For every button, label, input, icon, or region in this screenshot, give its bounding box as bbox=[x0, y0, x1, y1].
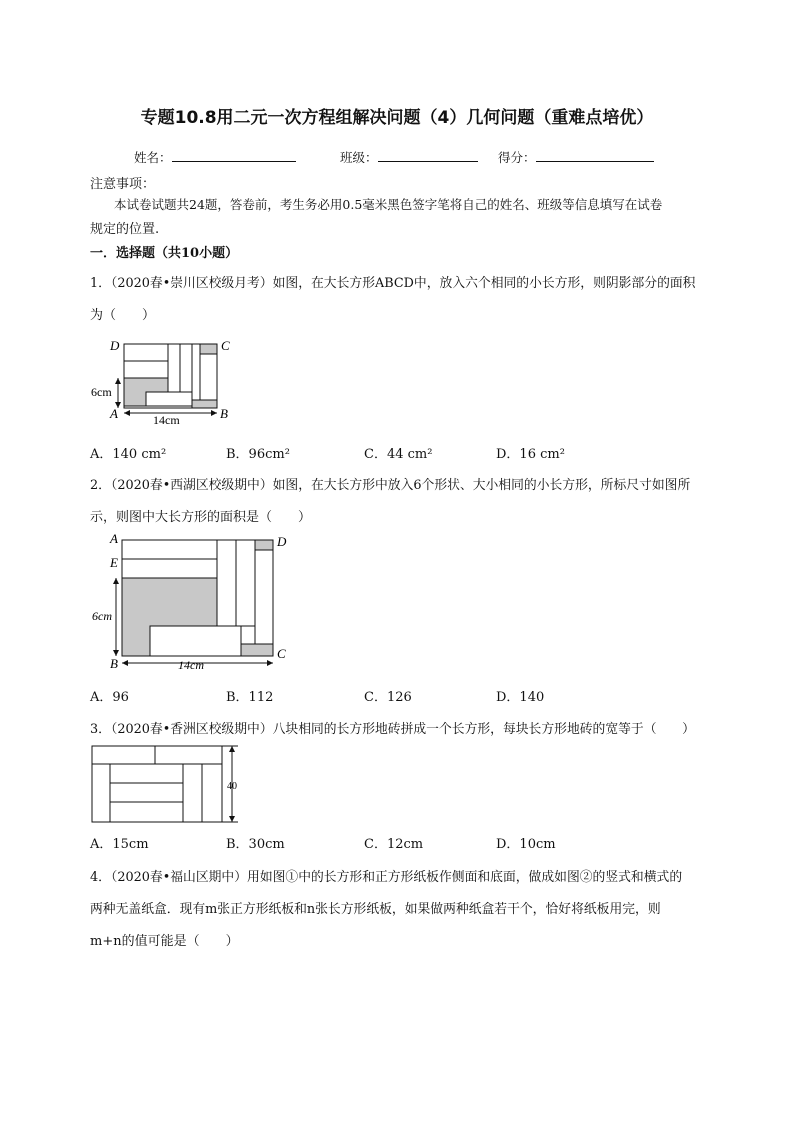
page-title: 专题10.8用二元一次方程组解决问题（4）几何问题（重难点培优） bbox=[140, 108, 654, 128]
q2-shaded-left bbox=[122, 578, 217, 656]
q4-stem-line1: 4．（2020春•福山区期中）用如图①中的长方形和正方形纸板作侧面和底面，做成如图②的竖式和横式的 bbox=[90, 870, 683, 885]
q3-option-a[interactable]: A．15cm bbox=[90, 837, 149, 852]
q1-label-D: D bbox=[110, 338, 120, 353]
q3-stem-line1: 3．（2020春•香洲区校级期中）八块相同的长方形地砖拼成一个长方形，每块长方形地砖的宽等于（ ） bbox=[90, 722, 695, 737]
section-heading: 一．选择题（共10小题） bbox=[90, 246, 239, 261]
q2-height-label: 6cm bbox=[92, 609, 112, 623]
notes-line2: 规定的位置. bbox=[90, 222, 160, 237]
notes-heading: 注意事项： bbox=[90, 177, 156, 192]
score-blank[interactable] bbox=[536, 149, 654, 162]
q2-label-A: A bbox=[110, 531, 118, 546]
notes-line1: 本试卷试题共24题，答卷前，考生务必用0.5毫米黑色签字笔将自己的姓名、班级等信息填写在试卷 bbox=[114, 197, 663, 212]
q2-option-d[interactable]: D．140 bbox=[496, 690, 545, 705]
name-blank[interactable] bbox=[172, 149, 296, 162]
q2-width-label: 14cm bbox=[178, 658, 204, 672]
q2-label-C: C bbox=[277, 646, 286, 661]
q1-figure bbox=[90, 336, 250, 428]
class-label: 班级： bbox=[340, 150, 378, 165]
q1-stem-line2: 为（ ） bbox=[90, 308, 156, 323]
q1-option-c[interactable]: C．44 cm² bbox=[364, 447, 433, 462]
q2-option-b[interactable]: B．112 bbox=[226, 690, 274, 705]
name-label: 姓名： bbox=[134, 150, 172, 165]
q3-figure bbox=[88, 742, 258, 828]
q1-option-a[interactable]: A．140 cm² bbox=[90, 447, 167, 462]
q3-option-c[interactable]: C．12cm bbox=[364, 837, 424, 852]
score-label: 得分： bbox=[498, 150, 536, 165]
q4-stem-line2: 两种无盖纸盒．现有m张正方形纸板和n张长方形纸板，如果做两种纸盒若干个，恰好将纸板用完，则 bbox=[90, 902, 661, 917]
q4-stem-line3: m+n的值可能是（ ） bbox=[90, 934, 239, 949]
q2-shaded-topright bbox=[255, 540, 273, 550]
score-field bbox=[498, 148, 654, 166]
q2-figure bbox=[88, 530, 298, 672]
q1-shaded-bottomright bbox=[192, 400, 217, 408]
q2-label-B: B bbox=[110, 656, 118, 671]
q2-option-c[interactable]: C．126 bbox=[364, 690, 412, 705]
q3-height-label: 40 bbox=[227, 781, 237, 792]
q3-option-b[interactable]: B．30cm bbox=[226, 837, 285, 852]
class-blank[interactable] bbox=[378, 149, 478, 162]
q1-option-d[interactable]: D．16 cm² bbox=[496, 447, 565, 462]
q1-option-b[interactable]: B．96cm² bbox=[226, 447, 290, 462]
q1-width-label: 14cm bbox=[153, 413, 180, 427]
q1-label-C: C bbox=[221, 338, 230, 353]
q1-shaded-topright bbox=[200, 344, 217, 354]
name-field bbox=[134, 148, 296, 166]
q1-height-label: 6cm bbox=[91, 385, 112, 399]
q1-label-A: A bbox=[110, 406, 118, 421]
q1-stem-line1: 1．（2020春•崇川区校级月考）如图，在大长方形ABCD中，放入六个相同的小长方形，则阴影部分的面积 bbox=[90, 276, 696, 291]
q1-label-B: B bbox=[220, 406, 228, 421]
q2-label-D: D bbox=[277, 534, 287, 549]
q2-option-a[interactable]: A．96 bbox=[90, 690, 129, 705]
class-field bbox=[340, 148, 478, 166]
q2-stem-line2: 示，则图中大长方形的面积是（ ） bbox=[90, 510, 312, 525]
q2-shaded-bottomright bbox=[241, 644, 273, 656]
q2-stem-line1: 2．（2020春•西湖区校级期中）如图，在大长方形中放入6个形状、大小相同的小长方形，所标尺寸如图所 bbox=[90, 478, 691, 493]
q2-label-E: E bbox=[110, 555, 118, 570]
q3-option-d[interactable]: D．10cm bbox=[496, 837, 556, 852]
